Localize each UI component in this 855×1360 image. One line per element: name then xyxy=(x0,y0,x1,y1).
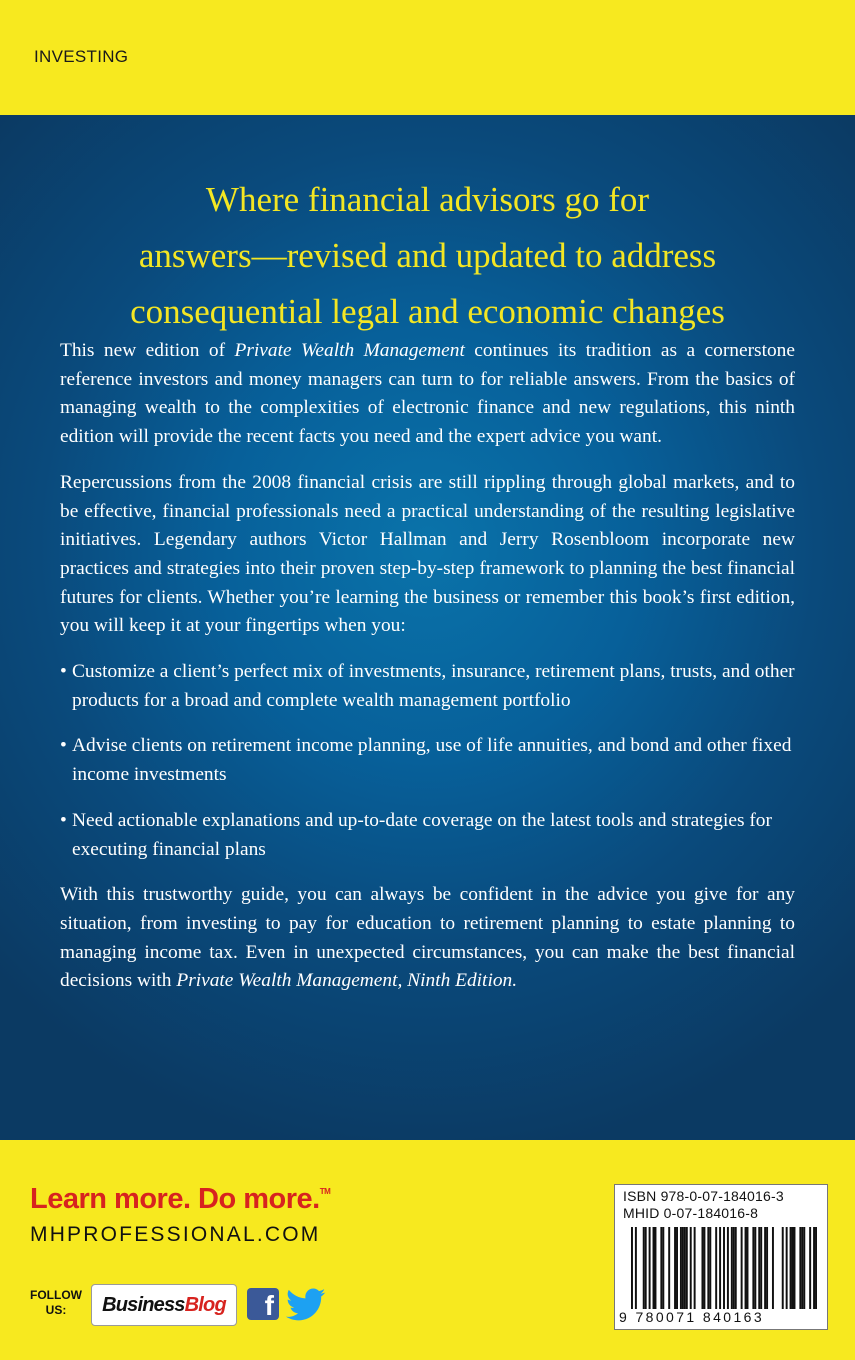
intro-paragraph: This new edition of Private Wealth Management continues its tradition as a cornerstone reference investors and money managers can turn to for reliable answers. From the basics of managing wealth to the complexities of electronic finance and new regulations, this ninth edition will provide the recent facts you need and the expert advice you want. xyxy=(60,340,795,448)
barcode-bar xyxy=(668,1227,670,1309)
barcode-bar xyxy=(727,1227,729,1309)
headline-line-2: answers—revised and updated to address xyxy=(138,236,717,275)
list-item: • Customize a client’s perfect mix of investments, insurance, retirement plans, trusts, and other products for a broad and complete wealth management portfolio xyxy=(60,658,795,715)
barcode-bar xyxy=(682,1227,684,1309)
context-paragraph: Repercussions from the 2008 financial crisis are still rippling through global markets, and to be effective, financial professionals need a practical understanding of the resulting legislative initiatives. Legendary authors Victor Hallman and Jerry Rosenbloom incorporate new practices and strategies into their proven step-by-step framework to planning the best financial futures for clients. Whether you’re learning the business or remember this book’s first edition, you will keep it at your fingertips when you: xyxy=(60,471,795,637)
description-body xyxy=(60,337,795,1013)
barcode-bar xyxy=(764,1227,766,1309)
top-yellow-band xyxy=(0,0,855,115)
trademark-mark: TM xyxy=(319,1187,331,1196)
book-title-edition: Private Wealth Management, Ninth Edition. xyxy=(176,970,518,992)
isbn-13: ISBN 978-0-07-184016-3 xyxy=(623,1188,784,1204)
barcode-bar xyxy=(723,1227,725,1309)
barcode-bar xyxy=(782,1227,784,1309)
barcode-bar xyxy=(809,1227,811,1309)
barcode-bar xyxy=(754,1227,756,1309)
barcode-bar xyxy=(745,1227,747,1309)
barcode-bar xyxy=(760,1227,762,1309)
barcode-bar xyxy=(747,1227,749,1309)
book-title: Private Wealth Management xyxy=(234,340,465,361)
barcode-bar xyxy=(701,1227,703,1309)
list-item: • Advise clients on retirement income planning, use of life annuities, and bond and other fixed income investments xyxy=(60,732,795,789)
barcode-digits: 9 780071 840163 xyxy=(619,1309,764,1325)
barcode-bar xyxy=(674,1227,676,1309)
barcode-bar xyxy=(676,1227,678,1309)
barcode-bar xyxy=(653,1227,655,1309)
barcode-bar xyxy=(709,1227,711,1309)
barcode-bar xyxy=(643,1227,645,1309)
barcode-bar xyxy=(731,1227,733,1309)
barcode-bar xyxy=(686,1227,688,1309)
barcode-bar xyxy=(813,1227,815,1309)
barcode xyxy=(631,1227,817,1309)
isbn-barcode-box xyxy=(614,1184,828,1330)
mhid: MHID 0-07-184016-8 xyxy=(623,1205,759,1221)
category-label: INVESTING xyxy=(34,47,129,66)
barcode-bar xyxy=(690,1227,692,1309)
publisher-website[interactable]: MHPROFESSIONAL.COM xyxy=(30,1223,321,1246)
barcode-bar xyxy=(772,1227,774,1309)
closing-paragraph: With this trustworthy guide, you can always be confident in the advice you give for any situation, from investing to pay for education to retirement planning to estate planning to managing income tax. Even in unexpected circumstances, you can make the best financial decisions with Private Wealth Management, Ninth Edition. xyxy=(60,884,795,992)
barcode-bar xyxy=(662,1227,664,1309)
barcode-bar xyxy=(803,1227,805,1309)
barcode-bar xyxy=(719,1227,721,1309)
barcode-bar xyxy=(815,1227,817,1309)
bullet-icon: • xyxy=(60,809,67,831)
barcode-bar xyxy=(792,1227,794,1309)
barcode-bar xyxy=(631,1227,633,1309)
barcode-bar xyxy=(694,1227,696,1309)
barcode-bar xyxy=(801,1227,803,1309)
benefits-list xyxy=(60,658,795,864)
barcode-bar xyxy=(635,1227,637,1309)
barcode-bar xyxy=(790,1227,792,1309)
facebook-icon[interactable]: f xyxy=(247,1288,279,1320)
barcode-bar xyxy=(660,1227,662,1309)
headline-line-1: Where financial advisors go for xyxy=(205,180,650,219)
barcode-bar xyxy=(766,1227,768,1309)
barcode-bar xyxy=(680,1227,682,1309)
barcode-bar xyxy=(645,1227,647,1309)
publisher-tagline: Learn more. Do more.™ xyxy=(30,1183,331,1215)
bullet-icon: • xyxy=(60,735,67,757)
barcode-bar xyxy=(741,1227,743,1309)
barcode-bar xyxy=(794,1227,796,1309)
barcode-bar xyxy=(703,1227,705,1309)
follow-us-label: FOLLOW US: xyxy=(30,1288,82,1317)
barcode-bar xyxy=(735,1227,737,1309)
barcode-bar xyxy=(654,1227,656,1309)
headline xyxy=(40,172,815,340)
barcode-bar xyxy=(786,1227,788,1309)
business-blog-label-accent: Blog xyxy=(184,1293,226,1316)
barcode-bar xyxy=(758,1227,760,1309)
list-item: • Need actionable explanations and up-to-date coverage on the latest tools and strategies for executing financial plans xyxy=(60,807,795,864)
business-blog-button[interactable] xyxy=(91,1284,237,1326)
business-blog-label: Business xyxy=(102,1293,185,1316)
barcode-bar xyxy=(649,1227,651,1309)
bullet-icon: • xyxy=(60,661,67,683)
barcode-bar xyxy=(707,1227,709,1309)
barcode-bar xyxy=(799,1227,801,1309)
headline-line-3: consequential legal and economic changes xyxy=(130,292,725,331)
barcode-bar xyxy=(752,1227,754,1309)
twitter-icon[interactable] xyxy=(286,1288,326,1322)
barcode-bar xyxy=(684,1227,686,1309)
barcode-bar xyxy=(715,1227,717,1309)
barcode-bar xyxy=(733,1227,735,1309)
